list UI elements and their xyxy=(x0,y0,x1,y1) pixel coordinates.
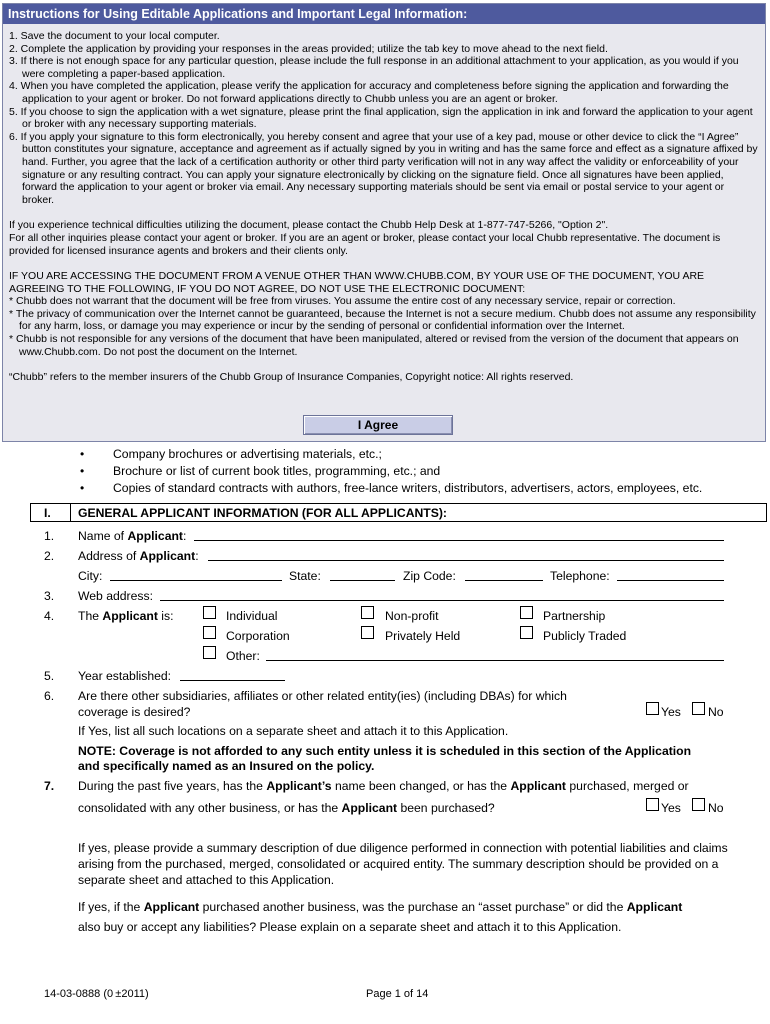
dialog-body xyxy=(3,24,765,384)
copyright-notice: “Chubb” refers to the member insurers of the Chubb Group of Insurance Companies, Copyright notice: All rights reserved. xyxy=(9,371,574,384)
subsidiaries-yes-checkbox[interactable] xyxy=(646,702,659,715)
bullet-item: Company brochures or advertising materials, etc.; xyxy=(113,447,382,461)
telephone-label: Telephone: xyxy=(550,569,610,583)
question-number: 6. xyxy=(44,689,55,703)
other-label: Other: xyxy=(226,649,260,663)
privately-held-checkbox[interactable] xyxy=(361,626,374,639)
no-label: No xyxy=(708,801,724,815)
question-number: 3. xyxy=(44,589,55,603)
publicly-traded-checkbox[interactable] xyxy=(520,626,533,639)
name-change-no-checkbox[interactable] xyxy=(692,798,705,811)
help-desk-text: If you experience technical difficulties utilizing the document, please contact the Chubb Help Desk at 1-877-747-5266, "Option 2". xyxy=(9,219,609,232)
applicant-address-label: Address of Applicant: xyxy=(78,549,199,563)
zip-field[interactable] xyxy=(465,580,543,581)
privately-held-label: Privately Held xyxy=(385,629,461,643)
state-field[interactable] xyxy=(330,580,395,581)
non-profit-checkbox[interactable] xyxy=(361,606,374,619)
due-diligence-paragraph: If yes, please provide a summary description of due diligence performed in connection with potential liabilities and claims arising from the purchased, merged, consolidated or acquired entity. The summary description should be provided on a separate sheet and attached to this Application. xyxy=(78,841,728,887)
individual-label: Individual xyxy=(226,609,278,623)
other-checkbox[interactable] xyxy=(203,646,216,659)
form-number: 14-03-0888 (0 ±2011) xyxy=(44,988,149,1000)
disclaimer-versions: * Chubb is not responsible for any versions of the document that have been manipulated, altered or revised from the version of the document that appears on www.Chubb.com. Do not post the document on the Internet. xyxy=(9,333,739,358)
bullet-item: Copies of standard contracts with authors, free-lance writers, distributors, advertisers, actors, employees, etc. xyxy=(113,481,703,495)
venue-notice: IF YOU ARE ACCESSING THE DOCUMENT FROM A VENUE OTHER THAN WWW.CHUBB.COM, BY YOUR USE OF THE DOCUMENT, YOU ARE AGREEING TO THE FOLLOWING, IF YOU DO NOT AGREE, DO NOT USE THE ELECTRONIC DOCUMENT: xyxy=(9,270,705,295)
i-agree-button[interactable]: I Agree xyxy=(303,415,453,435)
subsidiaries-question-cont: coverage is desired? xyxy=(78,705,191,719)
partnership-checkbox[interactable] xyxy=(520,606,533,619)
instruction-step: 1. Save the document to your local computer. xyxy=(9,30,220,42)
instruction-step: 2. Complete the application by providing your responses in the areas provided; utilize the tab key to move ahead to the next field. xyxy=(9,42,608,55)
name-change-question: During the past five years, has the Applicant’s name been changed, or has the Applicant purchased, merged or xyxy=(78,779,689,793)
state-label: State: xyxy=(289,569,321,583)
applicant-address-field[interactable] xyxy=(208,560,724,561)
corporation-checkbox[interactable] xyxy=(203,626,216,639)
disclaimer-privacy: * The privacy of communication over the Internet cannot be guaranteed, because the Internet is not a secure medium. Chubb does not assume any responsibility for any harm, loss, or damage you may experience or incur by the sending of personal or confidential information over the Internet. xyxy=(9,307,756,333)
question-number: 1. xyxy=(44,529,55,543)
applicant-name-label: Name of Applicant: xyxy=(78,529,187,543)
yes-label: Yes xyxy=(661,705,681,719)
partnership-label: Partnership xyxy=(543,609,606,623)
subsidiaries-question: Are there other subsidiaries, affiliates or other related entity(ies) (including DBAs) for which xyxy=(78,689,567,703)
bullet-dot: • xyxy=(80,464,85,478)
city-label: City: xyxy=(78,569,103,583)
instruction-step: 3. If there is not enough space for any particular question, please include the full response in an additional attachment to your application, as you would if you were completing a paper-based application. xyxy=(9,55,739,80)
page-number: Page 1 of 14 xyxy=(366,988,429,1000)
other-field[interactable] xyxy=(266,660,724,661)
subsidiaries-no-checkbox[interactable] xyxy=(692,702,705,715)
question-number: 2. xyxy=(44,549,55,563)
section-numeral: I. xyxy=(44,506,51,520)
name-change-yes-checkbox[interactable] xyxy=(646,798,659,811)
web-address-label: Web address: xyxy=(78,589,153,603)
question-number: 7. xyxy=(44,779,55,793)
disclaimer-virus: * Chubb does not warrant that the document will be free from viruses. You assume the entire cost of any necessary service, repair or correction. xyxy=(9,295,676,308)
non-profit-label: Non-profit xyxy=(385,609,439,623)
corporation-label: Corporation xyxy=(226,629,290,643)
instruction-step: 4. When you have completed the application, please verify the application for accuracy and completeness before signing the application and forwarding the application to your agent or broker. Do not forward applications directly to Chubb unless you are an agent or broker. xyxy=(9,80,729,105)
yes-label: Yes xyxy=(661,801,681,815)
bullet-dot: • xyxy=(80,481,85,495)
question-number: 4. xyxy=(44,609,55,623)
section-divider xyxy=(70,503,71,522)
question-number: 5. xyxy=(44,669,55,683)
applicant-type-label: The Applicant is: xyxy=(78,609,174,623)
city-field[interactable] xyxy=(110,580,282,581)
telephone-field[interactable] xyxy=(617,580,724,581)
asset-purchase-question: If yes, if the Applicant purchased another business, was the purchase an “asset purchase” or did the Applicant xyxy=(78,900,683,914)
dialog-title: Instructions for Using Editable Applications and Important Legal Information: xyxy=(3,4,765,24)
bullet-dot: • xyxy=(80,447,85,461)
asset-purchase-question-cont: also buy or accept any liabilities? Please explain on a separate sheet and attach it to this Application. xyxy=(78,920,622,934)
instruction-steps xyxy=(9,30,759,206)
year-established-label: Year established: xyxy=(78,669,172,683)
publicly-traded-label: Publicly Traded xyxy=(543,629,627,643)
web-address-field[interactable] xyxy=(160,600,724,601)
zip-label: Zip Code: xyxy=(403,569,456,583)
subsidiaries-followup: If Yes, list all such locations on a separate sheet and attach it to this Application. xyxy=(78,724,509,738)
instruction-step: 5. If you choose to sign the application with a wet signature, please print the final application, sign the application in ink and forward the application to your agent or broker with any necessary supporting materials. xyxy=(9,105,753,131)
name-change-question-cont: consolidated with any other business, or has the Applicant been purchased? xyxy=(78,801,495,815)
coverage-note-cont: and specifically named as an Insured on the policy. xyxy=(78,759,375,773)
inquiries-text: For all other inquiries please contact your agent or broker. If you are an agent or broker, please contact your local Chubb representative. The document is provided for licensed insurance agents and brokers and their clients only. xyxy=(9,231,721,257)
instruction-step: 6. If you apply your signature to this form electronically, you hereby consent and agree that your use of a key pad, mouse or other device to click the “I Agree” button constitutes your signature, acceptance and agreement as if actually signed by you in writing and has the same force and effect as a signature affixed by hand. Further, you agree that the lack of a certification authority or other third party verification will not in any way affect the validity or enforceability of your signature or any resulting contract. You can apply your signature electronically by clicking on the signature field. Once all signatures have been applied, forward the application to your agent or broker via email. Any necessary supporting materials should be sent via email or postal service to your agent or broker. xyxy=(9,130,758,206)
bullet-item: Brochure or list of current book titles, programming, etc.; and xyxy=(113,464,441,478)
individual-checkbox[interactable] xyxy=(203,606,216,619)
section-title: GENERAL APPLICANT INFORMATION (FOR ALL APPLICANTS): xyxy=(78,506,447,520)
no-label: No xyxy=(708,705,724,719)
applicant-name-field[interactable] xyxy=(194,540,724,541)
year-established-field[interactable] xyxy=(180,680,285,681)
instructions-dialog xyxy=(2,3,766,442)
coverage-note: NOTE: Coverage is not afforded to any such entity unless it is scheduled in this section of the Application xyxy=(78,744,692,758)
